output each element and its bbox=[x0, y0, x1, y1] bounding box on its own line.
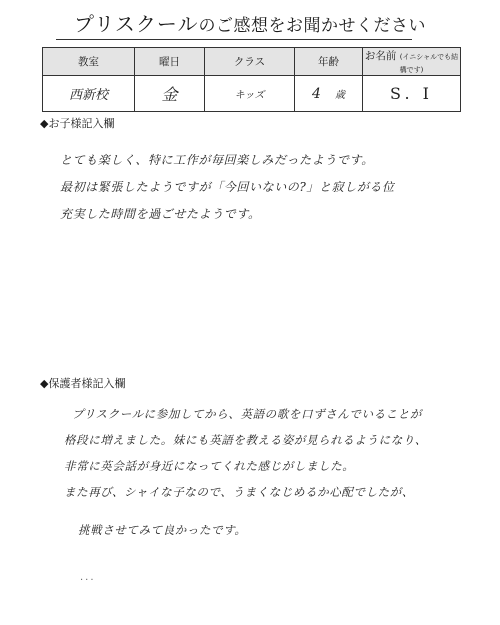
child-line-2: 最初は緊張したようですが「今回いないの?」と寂しがる位 bbox=[60, 180, 395, 194]
parent-line-4: また再び、シャイな子なので、うまくなじめるか心配でしたが、 bbox=[64, 485, 414, 499]
parent-line-5: 挑戦させてみて良かったです。 bbox=[78, 523, 247, 537]
header-class: クラス bbox=[205, 48, 295, 76]
table-header-row bbox=[43, 48, 461, 76]
value-age-number: 4 bbox=[311, 85, 321, 102]
info-table bbox=[42, 47, 461, 112]
value-name: S. I bbox=[363, 76, 461, 112]
header-age: 年齢 bbox=[295, 48, 363, 76]
value-day: 金 bbox=[135, 76, 205, 112]
header-name-note: (イニシャルでも結構です) bbox=[399, 53, 459, 74]
parent-section-heading: ◆保護者様記入欄 bbox=[40, 377, 126, 390]
child-line-1: とても楽しく、特に工作が毎回楽しみだったようです。 bbox=[60, 153, 374, 167]
header-name bbox=[363, 48, 461, 76]
parent-line-2: 格段に増えました。妹にも英語を教える姿が見られるようになり、 bbox=[64, 433, 427, 447]
form-title bbox=[0, 8, 500, 37]
header-name-label: お名前 bbox=[364, 50, 397, 62]
table-value-row bbox=[43, 76, 461, 112]
header-day: 曜日 bbox=[135, 48, 205, 76]
value-age-unit: 歳 bbox=[335, 89, 346, 101]
value-classroom: 西新校 bbox=[43, 76, 135, 112]
title-underline bbox=[56, 39, 412, 40]
title-rest: のご感想をお聞かせください bbox=[198, 16, 426, 36]
child-line-3: 充実した時間を過ごせたようです。 bbox=[60, 207, 261, 221]
value-class: キッズ bbox=[205, 76, 295, 112]
parent-line-1: プリスクールに参加してから、英語の歌を口ずさんでいることが bbox=[72, 407, 422, 421]
parent-line-3: 非常に英会話が身近になってくれた感じがしました。 bbox=[64, 459, 355, 473]
title-main: プリスクール bbox=[74, 12, 199, 36]
value-age bbox=[295, 76, 363, 112]
child-section-heading: ◆お子様記入欄 bbox=[40, 117, 115, 130]
footer-mark: ... bbox=[80, 572, 96, 583]
header-classroom: 教室 bbox=[43, 48, 135, 76]
